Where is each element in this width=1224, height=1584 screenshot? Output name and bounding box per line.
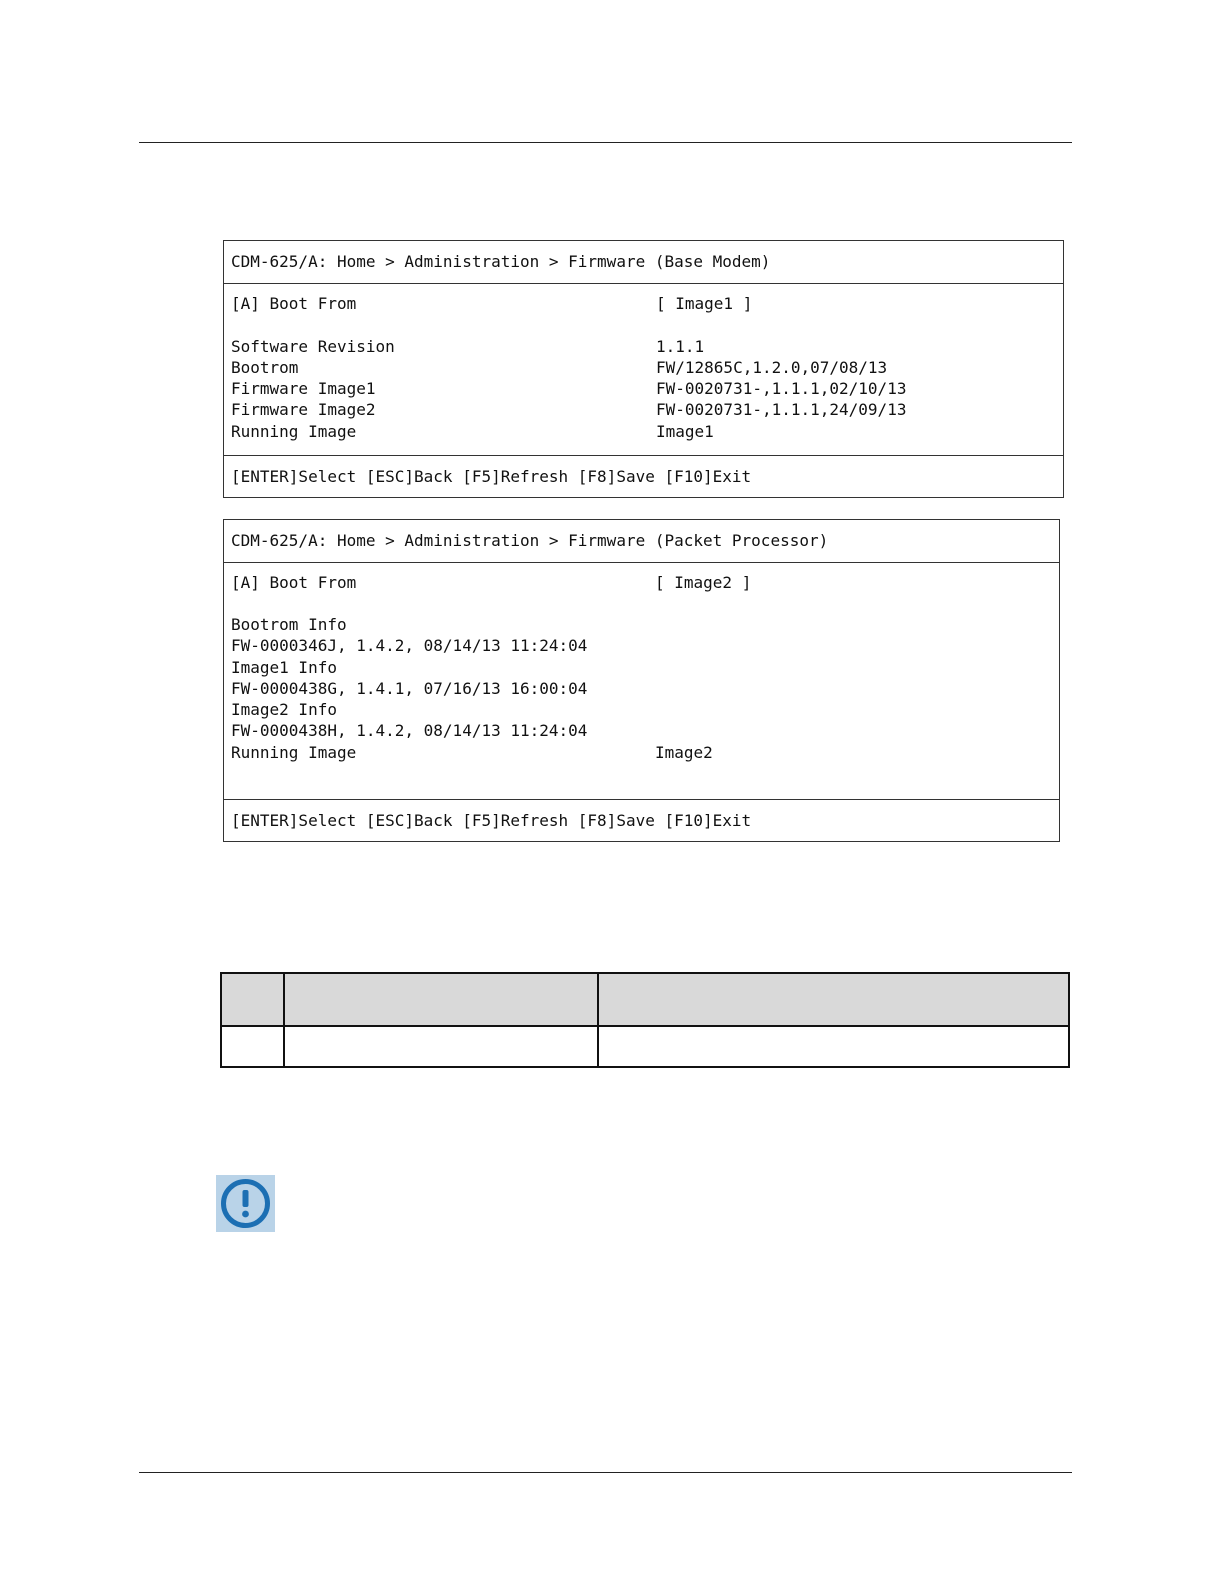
firmware-base-modem-screen: [223, 240, 1064, 498]
table-column-divider: [283, 974, 285, 1066]
firmware-image1-label: Firmware Image1: [231, 379, 376, 398]
header-rule: [139, 142, 1072, 143]
boot-from-value[interactable]: [ Image1 ]: [656, 294, 753, 313]
footer-rule: [139, 1472, 1072, 1473]
firmware-image2-label: Firmware Image2: [231, 400, 376, 419]
bootrom-label: Bootrom: [231, 358, 299, 377]
bootrom-info-label: Bootrom Info: [231, 615, 347, 634]
bootrom-value: FW/12865C,1.2.0,07/08/13: [656, 358, 888, 377]
image2-info-label: Image2 Info: [231, 700, 337, 719]
image2-info-value: FW-0000438H, 1.4.2, 08/14/13 11:24:04: [231, 721, 588, 740]
screen-title: CDM-625/A: Home > Administration > Firmware (Packet Processor): [224, 520, 1059, 563]
boot-from-option[interactable]: [A] Boot From: [231, 294, 357, 313]
boot-from-value[interactable]: [ Image2 ]: [655, 573, 752, 592]
screen-title: CDM-625/A: Home > Administration > Firmware (Base Modem): [224, 241, 1063, 284]
running-image-value: Image2: [655, 743, 713, 762]
table-header-row: [222, 974, 1068, 1027]
image1-info-label: Image1 Info: [231, 658, 337, 677]
table-column-divider: [597, 974, 599, 1066]
software-revision-value: 1.1.1: [656, 337, 705, 356]
boot-from-option[interactable]: [A] Boot From: [231, 573, 357, 592]
screen-footer-keys: [ENTER]Select [ESC]Back [F5]Refresh [F8]Save [F10]Exit: [231, 811, 752, 830]
running-image-label: Running Image: [231, 422, 357, 441]
screen-body: [224, 284, 1063, 456]
screen-body: [224, 563, 1059, 800]
software-revision-label: Software Revision: [231, 337, 395, 356]
firmware-image2-value: FW-0020731-,1.1.1,24/09/13: [656, 400, 907, 419]
running-image-value: Image1: [656, 422, 714, 441]
running-image-label: Running Image: [231, 743, 357, 762]
firmware-packet-processor-screen: [223, 519, 1060, 842]
image1-info-value: FW-0000438G, 1.4.1, 07/16/13 16:00:04: [231, 679, 588, 698]
notice-exclamation-icon: [216, 1175, 275, 1232]
options-table: [220, 972, 1070, 1068]
bootrom-info-value: FW-0000346J, 1.4.2, 08/14/13 11:24:04: [231, 636, 588, 655]
firmware-image1-value: FW-0020731-,1.1.1,02/10/13: [656, 379, 907, 398]
screen-footer-keys: [ENTER]Select [ESC]Back [F5]Refresh [F8]Save [F10]Exit: [231, 467, 752, 486]
